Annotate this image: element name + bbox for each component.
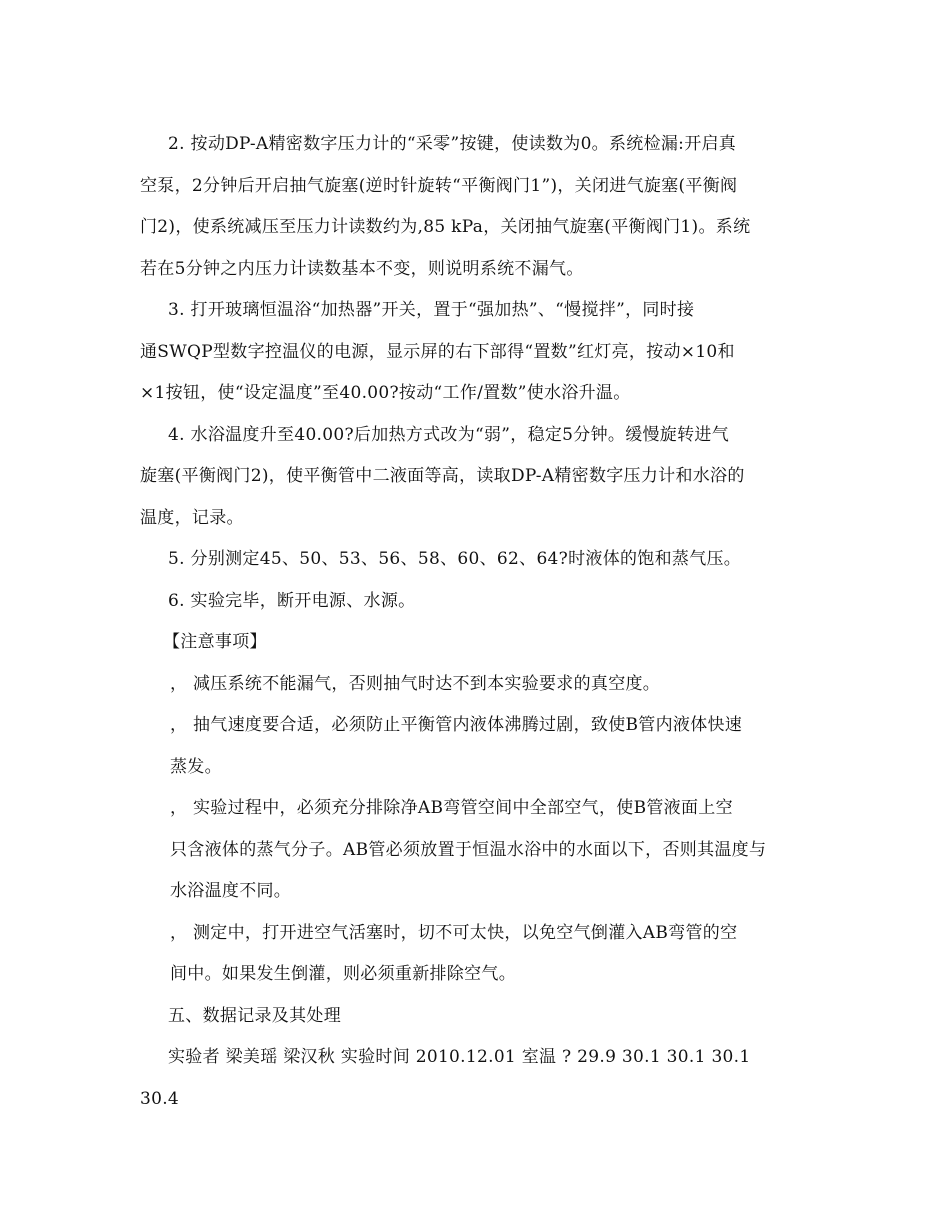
text-line-step4-b: 旋塞(平衡阀门2)，使平衡管中二液面等高，读取DP-A精密数字压力计和水浴的 (140, 466, 745, 486)
text-line-step3-a: 3. 打开玻璃恒温浴“加热器”开关，置于“强加热”、“慢搅拌”，同时接 (168, 300, 695, 320)
text-line-step6: 6. 实验完毕，断开电源、水源。 (168, 591, 416, 611)
text-line-step4-a: 4. 水浴温度升至40.00?后加热方式改为“弱”，稳定5分钟。缓慢旋转进气 (168, 425, 730, 445)
note-item-2-a: ， 抽气速度要合适，必须防止平衡管内液体沸腾过剧，致使B管内液体快速 (170, 715, 743, 735)
text-line-step2-d: 若在5分钟之内压力计读数基本不变，则说明系统不漏气。 (140, 259, 584, 279)
note-item-3-c: 水浴温度不同。 (170, 881, 292, 901)
text-line-step3-c: ×1按钮，使“设定温度”至40.00?按动“工作/置数”使水浴升温。 (140, 383, 631, 403)
text-line-step5: 5. 分别测定45、50、53、56、58、60、62、64?时液体的饱和蒸气压。 (168, 549, 742, 569)
text-line-step2-a: 2. 按动DP-A精密数字压力计的“采零”按键，使读数为0。系统检漏:开启真 (168, 134, 737, 154)
text-line-step4-c: 温度，记录。 (140, 508, 244, 528)
data-record-line: 实验者 梁美瑶 梁汉秋 实验时间 2010.12.01 室温 ? 29.9 30.1 30.1 30.1 (168, 1047, 751, 1067)
data-record-continuation: 30.4 (140, 1089, 180, 1109)
section-heading-data: 五、数据记录及其处理 (168, 1006, 341, 1026)
note-item-1: ， 减压系统不能漏气，否则抽气时达不到本实验要求的真空度。 (170, 674, 661, 694)
note-item-4-a: ， 测定中，打开进空气活塞时，切不可太快，以免空气倒灌入AB弯管的空 (170, 923, 738, 943)
note-item-4-b: 间中。如果发生倒灌，则必须重新排除空气。 (170, 964, 516, 984)
text-line-step3-b: 通SWQP型数字控温仪的电源，显示屏的右下部得“置数”红灯亮，按动×10和 (140, 342, 735, 362)
note-item-3-a: ， 实验过程中，必须充分排除净AB弯管空间中全部空气，使B管液面上空 (170, 798, 733, 818)
text-line-step2-c: 门2)，使系统减压至压力计读数约为,85 kPa，关闭抽气旋塞(平衡阀门1)。系统 (140, 217, 751, 237)
note-item-2-b: 蒸发。 (170, 757, 222, 777)
note-item-3-b: 只含液体的蒸气分子。AB管必须放置于恒温水浴中的水面以下，否则其温度与 (170, 840, 767, 860)
section-heading-notes: 【注意事项】 (163, 632, 267, 652)
text-line-step2-b: 空泵，2分钟后开启抽气旋塞(逆时针旋转“平衡阀门1”)，关闭进气旋塞(平衡阀 (140, 176, 738, 196)
